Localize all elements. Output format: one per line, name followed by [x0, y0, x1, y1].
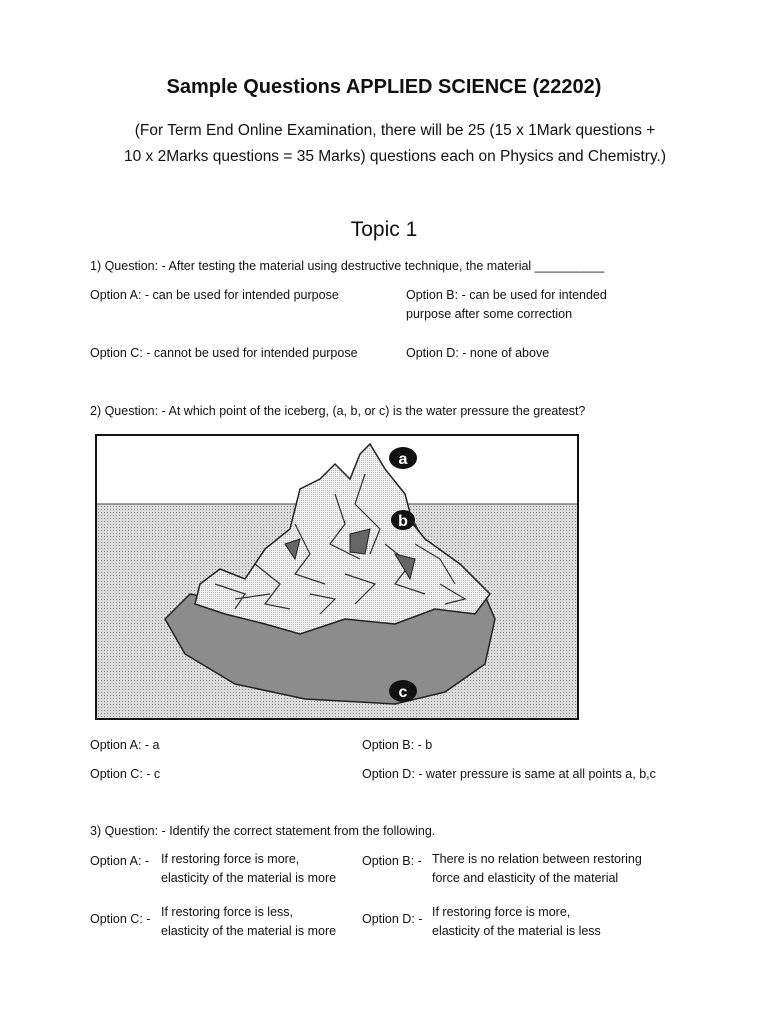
q3-option-c-line1: If restoring force is less, — [161, 905, 293, 919]
q2-option-d: Option D: - water pressure is same at all points a, b,c — [362, 767, 656, 781]
question-1-label: 1) Question: — [90, 259, 159, 273]
q3-option-c-line2: elasticity of the material is more — [161, 924, 337, 938]
q3-option-a-line2: elasticity of the material is more — [161, 871, 337, 885]
q3-option-b-line2: force and elasticity of the material — [432, 871, 619, 885]
question-3-label: 3) Question: — [90, 824, 159, 838]
label-b: b — [398, 513, 408, 530]
label-c-marker — [389, 680, 417, 702]
label-c: c — [398, 684, 408, 701]
q1-option-d: Option D: - none of above — [406, 346, 550, 360]
q3-option-d — [432, 903, 601, 941]
q1-option-b-line2: purpose after some correction — [406, 307, 573, 321]
question-1-text: - After testing the material using destructive technique, the material __________ — [158, 259, 605, 273]
q3-option-b — [432, 850, 642, 888]
q2-option-a: Option A: - a — [90, 738, 160, 752]
label-b-marker — [391, 510, 415, 530]
q3-option-d-line1: If restoring force is more, — [432, 905, 571, 919]
question-2-label: 2) Question: — [90, 404, 159, 418]
question-3 — [90, 824, 435, 838]
question-2 — [90, 404, 585, 418]
q3-option-a — [161, 850, 336, 888]
intro-line-2: 10 x 2Marks questions = 35 Marks) questions each on Physics and Chemistry.) — [123, 148, 667, 165]
q3-option-d-line2: elasticity of the material is less — [432, 924, 601, 938]
question-2-text: - At which point of the iceberg, (a, b, or c) is the water pressure the greatest? — [158, 404, 586, 418]
q2-option-b: Option B: - b — [362, 738, 433, 752]
q3-option-b-label: Option B: - — [362, 854, 422, 868]
q1-option-a: Option A: - can be used for intended purpose — [90, 288, 339, 302]
q1-option-b — [406, 286, 607, 324]
label-a: a — [398, 451, 408, 468]
q3-option-c — [161, 903, 336, 941]
q3-option-c-label: Option C: - — [90, 912, 151, 926]
q3-option-a-line1: If restoring force is more, — [161, 852, 300, 866]
q3-option-b-line1: There is no relation between restoring — [432, 852, 642, 866]
iceberg-figure — [95, 434, 579, 720]
q3-option-d-label: Option D: - — [362, 912, 423, 926]
question-3-text: - Identify the correct statement from the following. — [158, 824, 436, 838]
q1-option-b-line1: Option B: - can be used for intended — [406, 288, 607, 302]
exam-instructions — [100, 118, 690, 170]
q1-option-c: Option C: - cannot be used for intended purpose — [90, 346, 358, 360]
intro-line-1: (For Term End Online Examination, there will be 25 (15 x 1Mark questions + — [134, 122, 656, 139]
topic-heading: Topic 1 — [350, 218, 418, 241]
q2-option-c: Option C: - c — [90, 767, 161, 781]
label-a-marker — [389, 447, 417, 469]
question-1 — [90, 259, 604, 273]
q3-option-a-label: Option A: - — [90, 854, 150, 868]
page-title: Sample Questions APPLIED SCIENCE (22202) — [166, 76, 602, 98]
